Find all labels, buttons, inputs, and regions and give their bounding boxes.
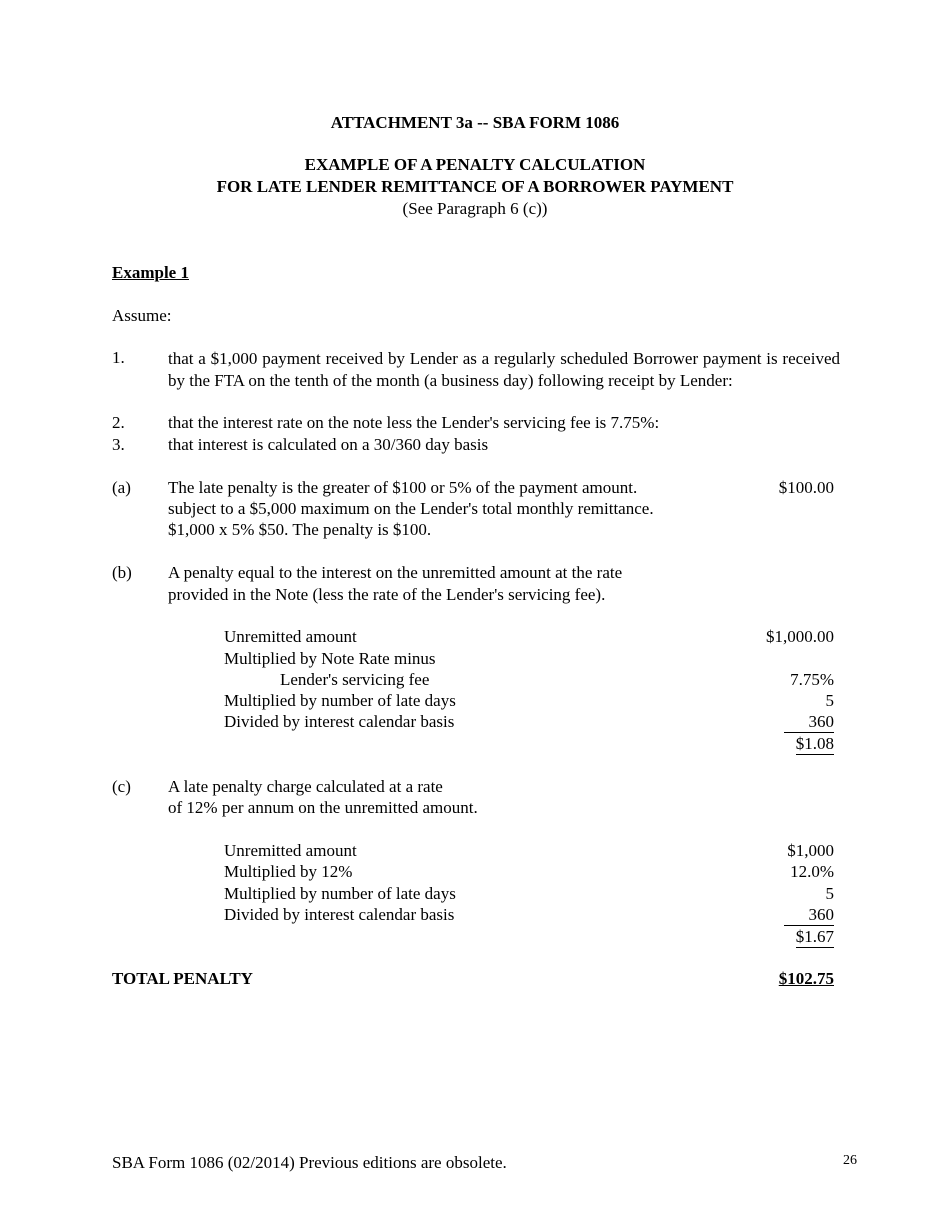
assumption-number: 3.	[112, 435, 125, 454]
calc-row-label: Multiplied by Note Rate minus	[224, 649, 436, 668]
calc-row-label: Unremitted amount	[224, 841, 357, 860]
section-c-result: $1.67	[795, 927, 834, 946]
calc-row-label: Multiplied by number of late days	[224, 884, 456, 903]
section-a-amount: $100.00	[778, 478, 834, 497]
calc-row-value: $1,000.00	[766, 627, 834, 646]
calc-row-label: Lender's servicing fee	[280, 670, 430, 689]
calc-row-label: Multiplied by number of late days	[224, 691, 456, 710]
calc-row-label: Unremitted amount	[224, 627, 357, 646]
section-c-line: of 12% per annum on the unremitted amount.	[168, 798, 478, 817]
page-number: 26	[843, 1153, 857, 1168]
assumption-text: that interest is calculated on a 30/360 day basis	[168, 435, 489, 454]
assumption-text: that the interest rate on the note less the Lender's servicing fee is 7.75%:	[168, 413, 660, 432]
calc-row-value: $1,000	[787, 841, 834, 860]
document-title-line1: EXAMPLE OF A PENALTY CALCULATION	[304, 155, 646, 174]
assumption-text: that a $1,000 payment received by Lender as a regularly scheduled Borrower payment is received by the FTA on the tenth of the month (a business day) following receipt by Lender:	[168, 349, 840, 390]
assumption-number: 1.	[112, 348, 125, 367]
assumption-number: 2.	[112, 413, 125, 432]
calc-row-value: 360	[784, 905, 834, 926]
calc-row-value: 12.0%	[790, 862, 834, 881]
section-c-line: A late penalty charge calculated at a rate	[168, 777, 443, 796]
calc-row-label: Divided by interest calendar basis	[224, 712, 455, 731]
calc-row-value: 5	[825, 691, 834, 710]
calc-row-value: 360	[784, 712, 834, 733]
section-a-line: $1,000 x 5% $50. The penalty is $100.	[168, 520, 432, 539]
total-penalty-label: TOTAL PENALTY	[112, 969, 253, 988]
section-b-label: (b)	[112, 563, 132, 582]
calc-row-label: Multiplied by 12%	[224, 862, 353, 881]
section-a-label: (a)	[112, 478, 131, 497]
attachment-title: ATTACHMENT 3a -- SBA FORM 1086	[330, 113, 620, 132]
section-a-line: The late penalty is the greater of $100 or 5% of the payment amount.	[168, 478, 638, 497]
total-penalty-value: $102.75	[778, 969, 834, 988]
calc-row-value: 5	[825, 884, 834, 903]
section-b-result: $1.08	[795, 734, 834, 753]
footer-form-note: SBA Form 1086 (02/2014) Previous editions are obsolete.	[112, 1153, 507, 1172]
section-c-label: (c)	[112, 777, 131, 796]
section-b-line: A penalty equal to the interest on the unremitted amount at the rate	[168, 563, 623, 582]
document-title-line2: FOR LATE LENDER REMITTANCE OF A BORROWER PAYMENT	[216, 177, 734, 196]
assume-label: Assume:	[112, 306, 172, 325]
calc-row-label: Divided by interest calendar basis	[224, 905, 455, 924]
calc-row-value: 7.75%	[790, 670, 834, 689]
document-subtitle: (See Paragraph 6 (c))	[402, 199, 548, 218]
example-heading: Example 1	[112, 263, 189, 282]
section-b-line: provided in the Note (less the rate of the Lender's servicing fee).	[168, 585, 606, 604]
section-a-line: subject to a $5,000 maximum on the Lender's total monthly remittance.	[168, 499, 654, 518]
